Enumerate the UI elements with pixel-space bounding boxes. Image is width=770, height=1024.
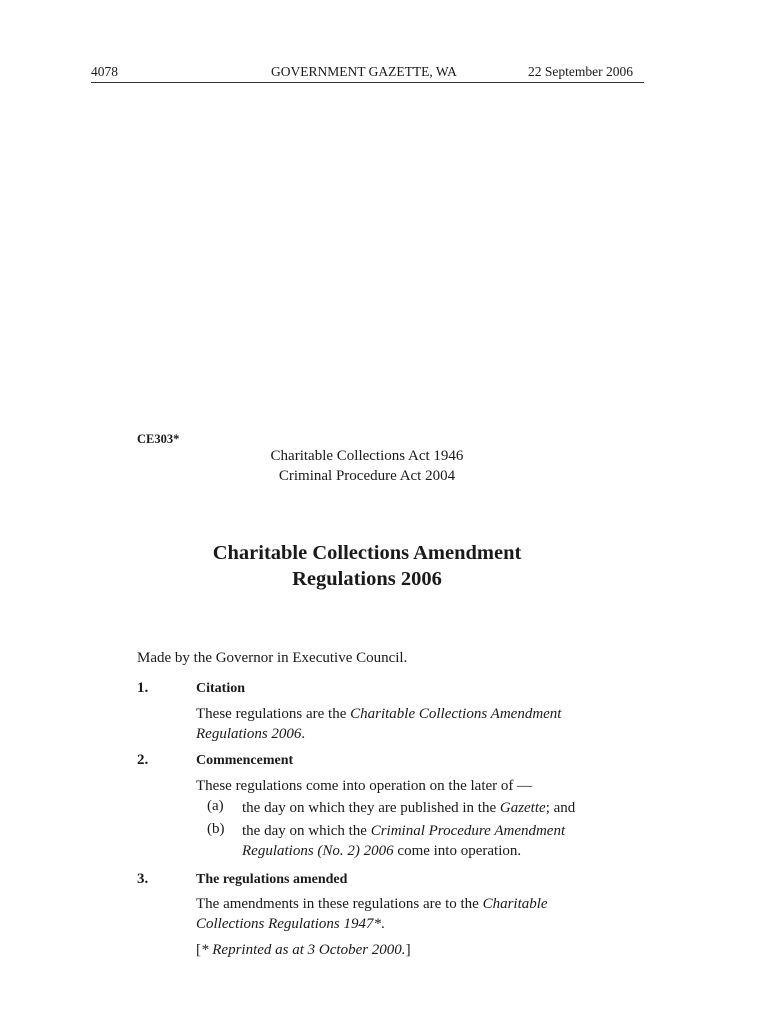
enabling-act: Charitable Collections Act 1946 [270, 448, 464, 464]
paragraph-a-text: the day on which they are published in the Gazette; and [242, 800, 576, 816]
section-1-text: These regulations are the Charitable Collections Amendment Regulations 2006. [196, 706, 562, 742]
section-1-number: 1. [137, 680, 149, 696]
enabling-act: Criminal Procedure Act 2004 [278, 468, 456, 484]
section-2-intro: These regulations come into operation on the later of — [196, 778, 533, 794]
regulation-title-line-2: Regulations 2006 [292, 568, 442, 590]
regulation-title-line-1: Charitable Collections Amendment [212, 542, 522, 564]
gazette-date: 22 September 2006 [528, 64, 633, 79]
section-2-number: 2. [137, 752, 149, 768]
section-2-heading: Commencement [196, 753, 294, 768]
header-rule [91, 82, 644, 83]
paragraph-b-label: (b) [207, 821, 225, 837]
gazette-title: GOVERNMENT GAZETTE, WA [271, 64, 457, 79]
section-3-number: 3. [137, 871, 149, 887]
made-by-statement: Made by the Governor in Executive Council. [137, 650, 408, 666]
section-3-text: The amendments in these regulations are to the Charitable Collections Regulations 1947*. [196, 896, 548, 932]
reprint-note: [* Reprinted as at 3 October 2000.] [196, 942, 411, 958]
notice-code: CE303* [137, 432, 180, 446]
section-3-heading: The regulations amended [196, 872, 348, 887]
paragraph-a-label: (a) [207, 798, 224, 814]
section-1-heading: Citation [196, 681, 245, 696]
page-number: 4078 [91, 64, 118, 79]
paragraph-b-text: the day on which the Criminal Procedure Amendment Regulations (No. 2) 2006 come into operation. [242, 823, 566, 859]
